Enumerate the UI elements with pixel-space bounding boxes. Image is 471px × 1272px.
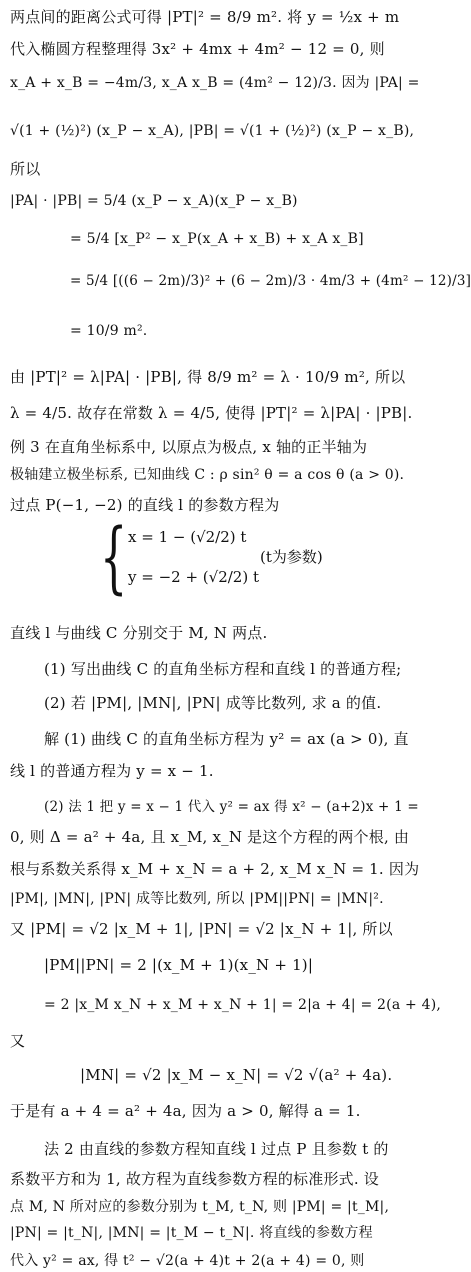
text-line: 代入 y² = ax, 得 t² − √2(a + 4)t + 2(a + 4) = 0, 则 — [10, 1253, 365, 1269]
text-line: 又 |PM| = √2 |x_M + 1|, |PN| = √2 |x_N + 1|, 所以 — [10, 920, 393, 938]
text-line: 点 M, N 所对应的参数分别为 t_M, t_N, 则 |PM| = |t_M|, — [10, 1199, 390, 1215]
text-line: 过点 P(−1, −2) 的直线 l 的参数方程为 — [10, 496, 280, 514]
text-line: x_A + x_B = −4m/3, x_A x_B = (4m² − 12)/3. 因为 |PA| = — [10, 75, 420, 91]
text-line: 代入椭圆方程整理得 3x² + 4mx + 4m² − 12 = 0, 则 — [10, 40, 385, 58]
solution-line: 解 (1) 曲线 C 的直角坐标方程为 y² = ax (a > 0), 直 — [44, 730, 409, 748]
question-line: (1) 写出曲线 C 的直角坐标方程和直线 l 的普通方程; — [44, 660, 402, 678]
equation-line: = 10/9 m². — [70, 323, 148, 339]
text-line: |PM|, |MN|, |PN| 成等比数列, 所以 |PM||PN| = |MN|². — [10, 891, 384, 907]
question-line: (2) 若 |PM|, |MN|, |PN| 成等比数列, 求 a 的值. — [44, 694, 382, 712]
parametric-system — [100, 513, 400, 603]
equation-line: |PA| · |PB| = 5/4 (x_P − x_A)(x_P − x_B) — [10, 193, 298, 209]
text-line: 由 |PT|² = λ|PA| · |PB|, 得 8/9 m² = λ · 10/9 m², 所以 — [10, 368, 406, 386]
text-line: 又 — [10, 1032, 26, 1050]
text-line: √(1 + (½)²) (x_P − x_A), |PB| = √(1 + (½)²) (x_P − x_B), — [10, 123, 415, 139]
equation-line: = 2 |x_M x_N + x_M + x_N + 1| = 2|a + 4| = 2(a + 4), — [44, 997, 442, 1013]
text-line: 0, 则 Δ = a² + 4a, 且 x_M, x_N 是这个方程的两个根, 由 — [10, 828, 410, 846]
system-note: (t为参数) — [260, 548, 323, 566]
method-line: 法 2 由直线的参数方程知直线 l 过点 P 且参数 t 的 — [44, 1140, 389, 1158]
text-line: 直线 l 与曲线 C 分别交于 M, N 两点. — [10, 624, 268, 642]
text-line: (2) 法 1 把 y = x − 1 代入 y² = ax 得 x² − (a+2)x + 1 = — [44, 799, 419, 815]
system-equation-y: y = −2 + (√2/2) t — [128, 568, 259, 586]
equation-line: |MN| = √2 |x_M − x_N| = √2 √(a² + 4a). — [80, 1066, 393, 1084]
text-line: 两点间的距离公式可得 |PT|² = 8/9 m². 将 y = ½x + m — [10, 8, 400, 26]
text-line: 根与系数关系得 x_M + x_N = a + 2, x_M x_N = 1. 因为 — [10, 860, 420, 878]
equation-line: |PM||PN| = 2 |(x_M + 1)(x_N + 1)| — [44, 956, 314, 974]
system-equation-x: x = 1 − (√2/2) t — [128, 528, 247, 546]
text-line: 线 l 的普通方程为 y = x − 1. — [10, 762, 214, 780]
text-line: 于是有 a + 4 = a² + 4a, 因为 a > 0, 解得 a = 1. — [10, 1102, 361, 1120]
text-line: |PN| = |t_N|, |MN| = |t_M − t_N|. 将直线的参数方程 — [10, 1225, 373, 1241]
equation-line: = 5/4 [x_P² − x_P(x_A + x_B) + x_A x_B] — [70, 231, 364, 247]
text-line: 所以 — [10, 160, 41, 178]
text-line: 极轴建立极坐标系, 已知曲线 C : ρ sin² θ = a cos θ (a > 0). — [10, 467, 405, 483]
brace-glyph: { — [100, 513, 128, 603]
example-heading-line: 例 3 在直角坐标系中, 以原点为极点, x 轴的正半轴为 — [10, 438, 368, 456]
equation-line: = 5/4 [((6 − 2m)/3)² + (6 − 2m)/3 · 4m/3 + (4m² − 12)/3] — [70, 273, 471, 289]
text-line: λ = 4/5. 故存在常数 λ = 4/5, 使得 |PT|² = λ|PA| · |PB|. — [10, 404, 413, 422]
text-line: 系数平方和为 1, 故方程为直线参数方程的标准形式. 设 — [10, 1170, 379, 1188]
